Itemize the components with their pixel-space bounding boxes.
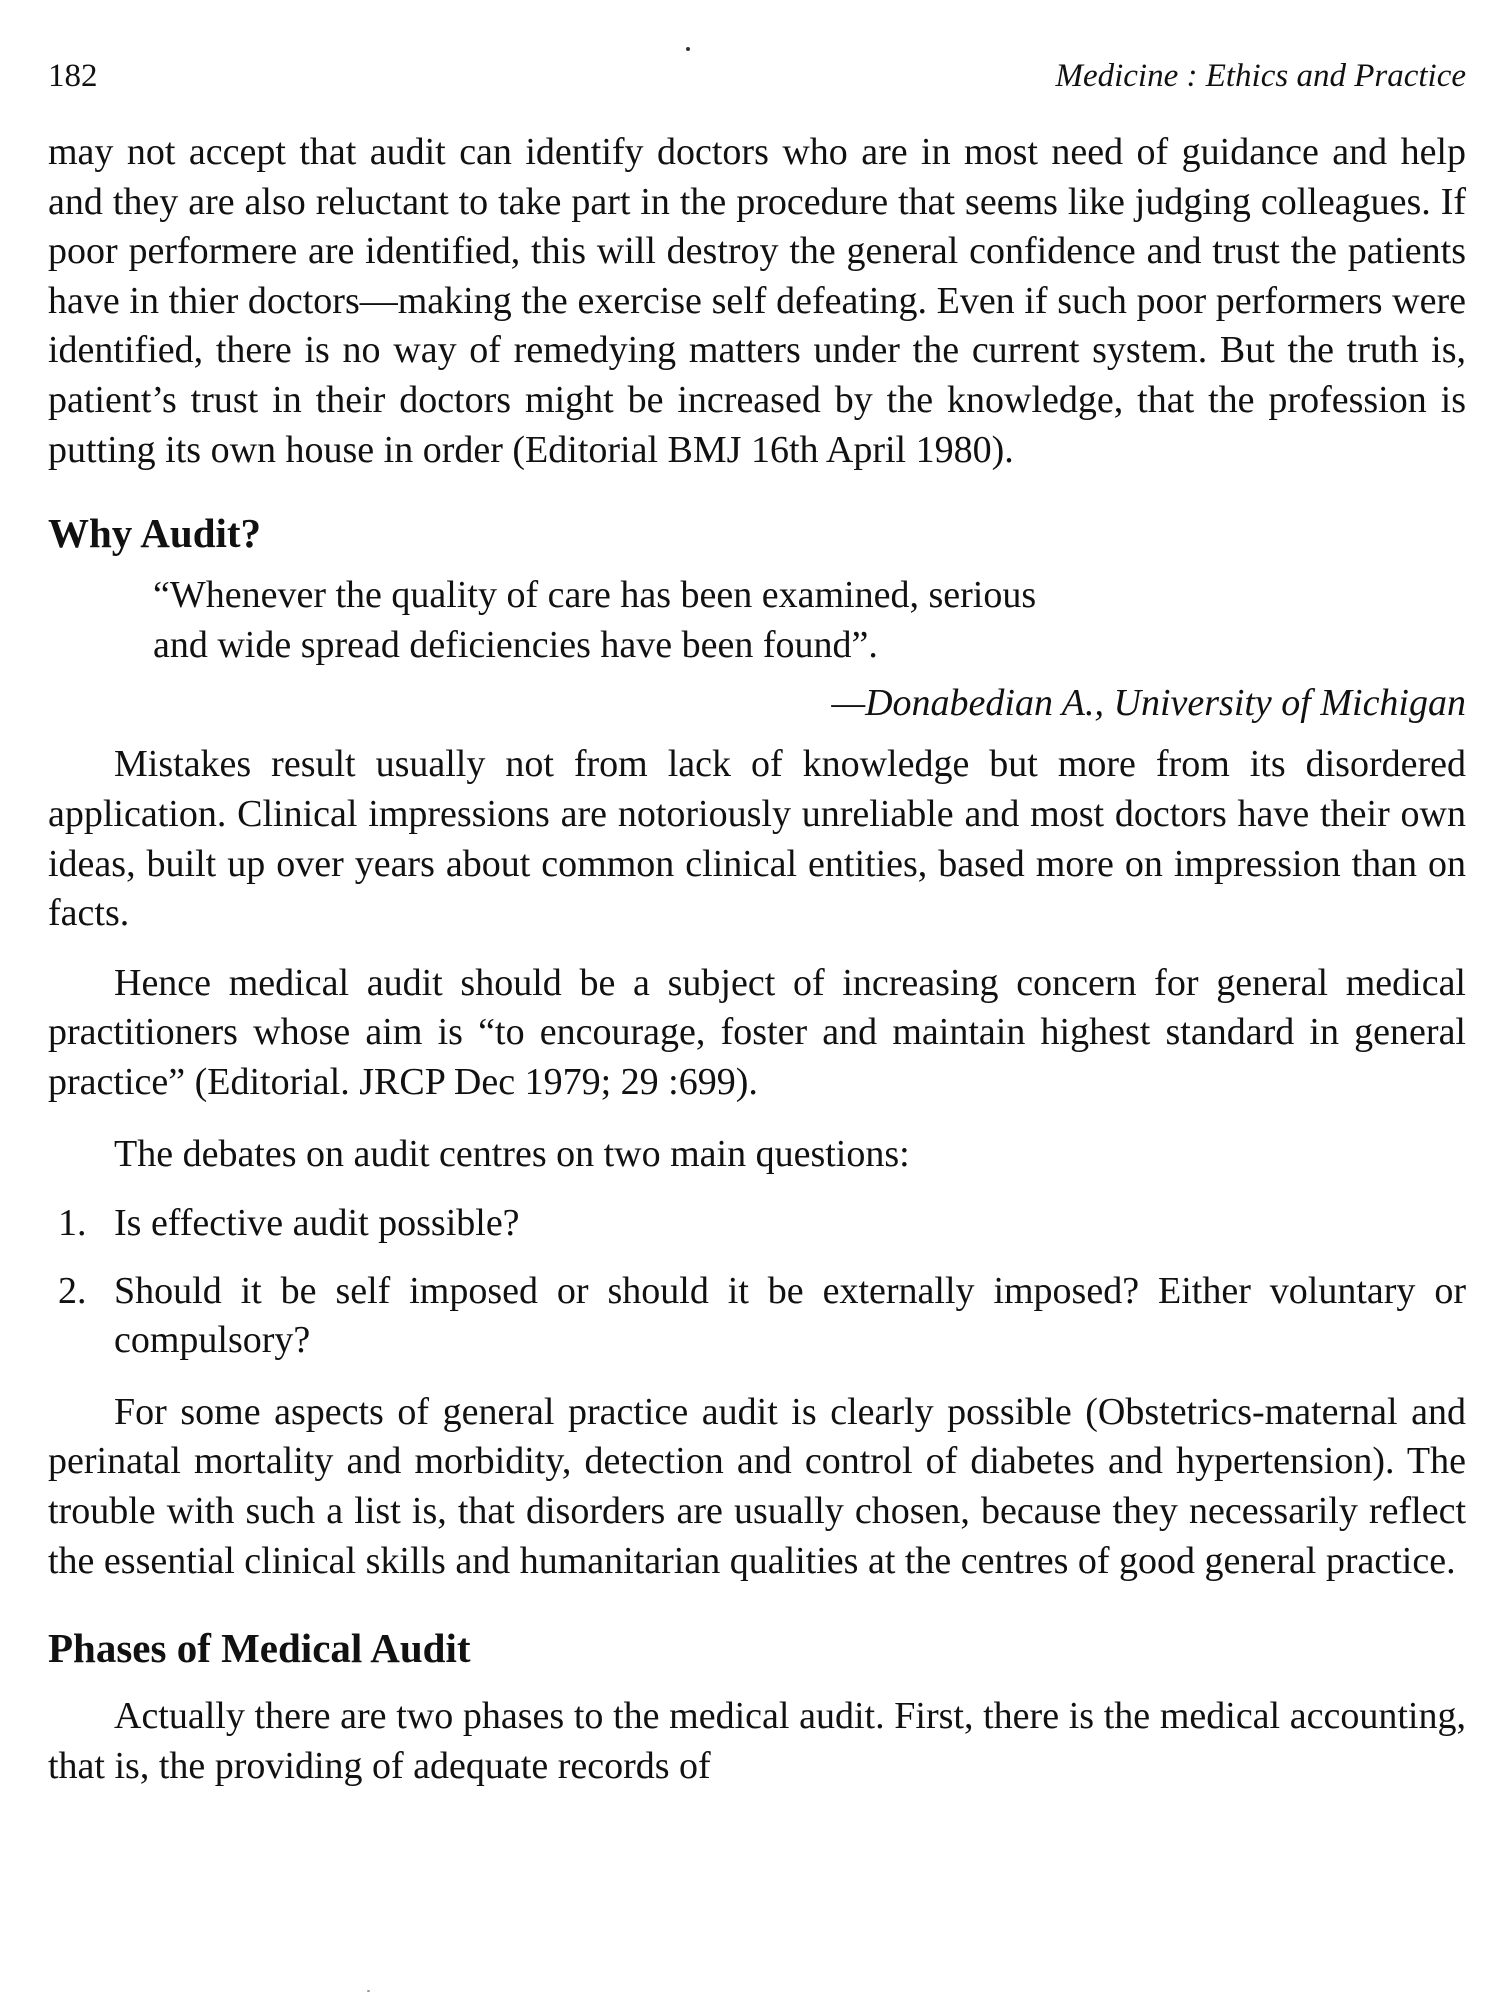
- list-item-text: Should it be self imposed or should it be externally imposed? Either voluntary or compulsory?: [114, 1269, 1466, 1362]
- list-number: 2.: [58, 1269, 87, 1312]
- paragraph-continued: may not accept that audit can identify doctors who are in most need of guidance and help and they are also reluctant to take part in the procedure that seems like judging colleagues. If poor performere are identified, this will destroy the general confidence and trust the patients have in thier doctors—making the exercise self defeating. Even if such poor performers were identified, there is no way of remedying matters under the current system. But the truth is, patient’s trust in their doctors might be increased by the knowledge, that the profession is putting its own house in order (Editorial BMJ 16th April 1980).: [48, 131, 1466, 471]
- running-header: [48, 58, 1466, 102]
- page-number: 182: [48, 58, 98, 94]
- page-content: [48, 128, 1466, 1791]
- scan-speck: [367, 1990, 370, 1992]
- heading-phases-of-medical-audit: Phases of Medical Audit: [48, 1625, 471, 1672]
- paragraph-general-practice: For some aspects of general practice audit is clearly possible (Obstetrics-maternal and perinatal mortality and morbidity, detection and control of diabetes and hypertension). The trouble with such a list is, that disorders are usually chosen, because they necessarily reflect the essential clinical skills and humanitarian qualities at the centres of good general practice.: [48, 1390, 1466, 1582]
- list-item-text: Is effective audit possible?: [114, 1202, 520, 1245]
- list-item: [48, 1267, 1466, 1366]
- quote-attribution: —Donabedian A., University of Michigan: [831, 682, 1466, 725]
- list-number: 1.: [58, 1202, 87, 1245]
- list-item: [48, 1199, 1466, 1249]
- scan-speck: [686, 47, 690, 51]
- heading-why-audit: Why Audit?: [48, 510, 262, 557]
- paragraph-hence: Hence medical audit should be a subject of increasing concern for general medical practitioners whose aim is “to encourage, foster and maintain highest standard in general practice” (Editorial. JRCP Dec 1979; 29 :699).: [48, 961, 1466, 1103]
- paragraph-debates: The debates on audit centres on two main questions:: [114, 1132, 910, 1175]
- quote-line: “Whenever the quality of care has been examined, serious: [153, 574, 1037, 617]
- paragraph-phases: Actually there are two phases to the medical audit. First, there is the medical accounting, that is, the providing of adequate records of: [48, 1695, 1466, 1787]
- quote-line: and wide spread deficiencies have been found”.: [153, 623, 878, 666]
- epigraph-quote: [153, 571, 1243, 670]
- running-title: Medicine : Ethics and Practice: [1055, 58, 1466, 94]
- paragraph-mistakes: Mistakes result usually not from lack of knowledge but more from its disordered application. Clinical impressions are notoriously unreliable and most doctors have their own ideas, built up over years about common clinical entities, based more on impression than on facts.: [48, 743, 1466, 935]
- question-list: [48, 1199, 1466, 1366]
